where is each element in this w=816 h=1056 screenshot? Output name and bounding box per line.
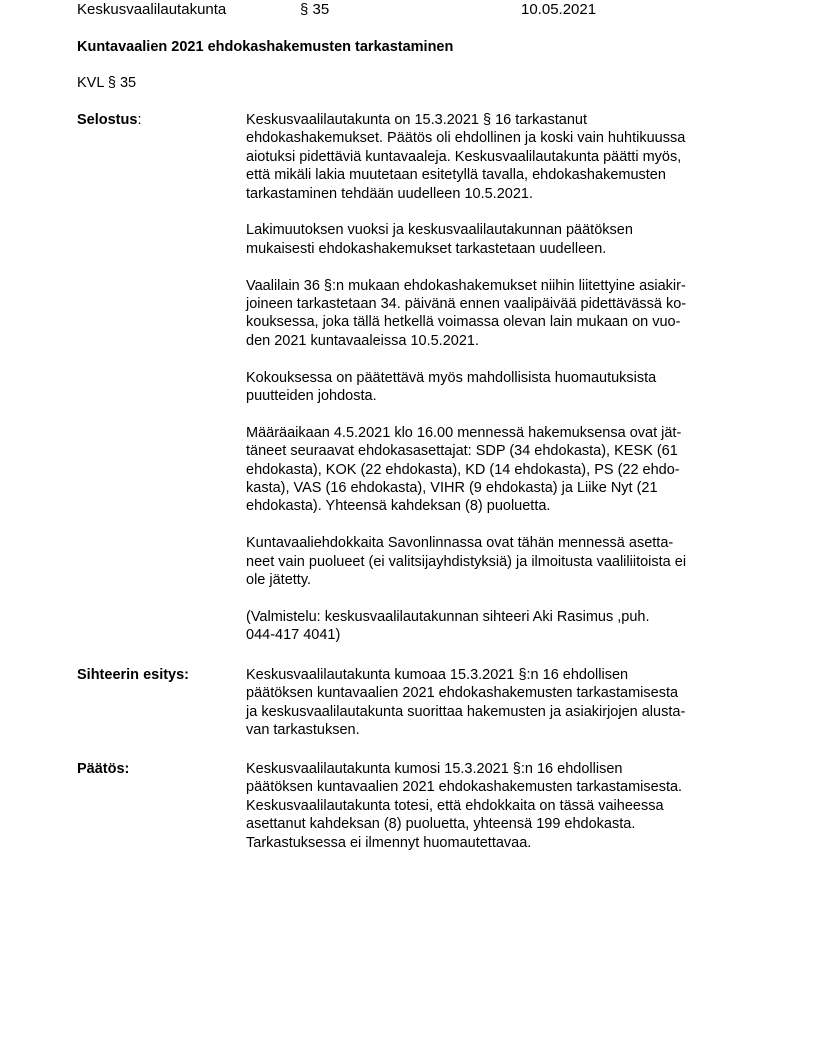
text-line: päätöksen kuntavaalien 2021 ehdokashakemusten tarkastamisesta (246, 685, 679, 702)
text-line: puutteiden johdosta. (246, 388, 377, 405)
text-line: tarkastaminen tehdään uudelleen 10.5.2021. (246, 185, 533, 202)
selostus-paragraph (246, 608, 741, 645)
text-line: 044-417 4041) (246, 627, 341, 644)
text-line: päätöksen kuntavaalien 2021 ehdokashakemusten tarkastamisesta. (246, 779, 683, 796)
text-line: den 2021 kuntavaaleissa 10.5.2021. (246, 332, 479, 349)
text-line: Kokouksessa on päätettävä myös mahdollisista huomautuksista (246, 369, 657, 386)
paatos-content (246, 760, 741, 852)
text-line: täneet seuraavat ehdokasasettajat: SDP (34 ehdokasta), KESK (61 (246, 443, 678, 460)
text-line: Kuntavaaliehdokkaita Savonlinnassa ovat tähän mennessä asetta- (246, 535, 674, 552)
text-line: Määräaikaan 4.5.2021 klo 16.00 mennessä hakemuksensa ovat jät- (246, 424, 682, 441)
section-reference: KVL § 35 (77, 75, 137, 91)
text-line: Vaalilain 36 §:n mukaan ehdokashakemukset niihin liitettyine asiakir- (246, 277, 686, 294)
text-line: ole jätetty. (246, 572, 312, 589)
header-date: 10.05.2021 (521, 1, 597, 18)
selostus-label-text: Selostus (77, 112, 138, 128)
selostus-label (77, 111, 141, 129)
text-line: Tarkastuksessa ei ilmennyt huomautettavaa. (246, 834, 532, 851)
document-header (77, 0, 777, 20)
selostus-paragraph (246, 277, 741, 351)
text-line: että mikäli lakia muutetaan esitetyllä tavalla, ehdokashakemusten (246, 167, 666, 184)
text-line: neet vain puolueet (ei valitsijayhdistyksiä) ja ilmoitusta vaaliliitoista ei (246, 553, 687, 570)
selostus-paragraph (246, 424, 741, 516)
selostus-label-colon: : (137, 112, 142, 128)
text-line: ehdokasta). Yhteensä kahdeksan (8) puoluetta. (246, 498, 551, 515)
text-line: (Valmistelu: keskusvaalilautakunnan sihteeri Aki Rasimus ,puh. (246, 608, 650, 625)
selostus-paragraph (246, 369, 741, 406)
text-line: kouksessa, joka tällä hetkellä voimassa olevan lain mukaan on vuo- (246, 314, 681, 331)
text-line: ja keskusvaalilautakunta suorittaa hakemusten ja asiakirjojen alusta- (246, 703, 686, 720)
text-line: Keskusvaalilautakunta kumoaa 15.3.2021 §:n 16 ehdollisen (246, 667, 629, 683)
sihteerin-esitys-content (246, 666, 741, 740)
text-line: aiotuksi pidettäviä kuntavaaleja. Keskusvaalilautakunta päätti myös, (246, 148, 682, 165)
text-line: kasta), VAS (16 ehdokasta), VIHR (9 ehdokasta) ja Liike Nyt (21 (246, 480, 658, 497)
text-line: ehdokasta), KOK (22 ehdokasta), KD (14 ehdokasta), PS (22 ehdo- (246, 461, 680, 478)
selostus-paragraph (246, 534, 741, 589)
text-line: asettanut kahdeksan (8) puoluetta, yhteensä 199 ehdokasta. (246, 816, 636, 833)
selostus-content (246, 111, 741, 645)
document-title: Kuntavaalien 2021 ehdokashakemusten tarkastaminen (77, 39, 454, 55)
selostus-paragraph (246, 221, 741, 258)
text-line: Keskusvaalilautakunta totesi, että ehdokkaita on tässä vaiheessa (246, 797, 664, 814)
header-organization: Keskusvaalilautakunta (77, 1, 227, 18)
text-line: mukaisesti ehdokashakemukset tarkastetaan uudelleen. (246, 240, 607, 257)
text-line: joineen tarkastetaan 34. päivänä ennen vaalipäivää pidettävässä ko- (246, 296, 687, 313)
selostus-paragraph (246, 111, 741, 203)
text-line: Keskusvaalilautakunta on 15.3.2021 § 16 tarkastanut (246, 112, 587, 128)
text-line: ehdokashakemukset. Päätös oli ehdollinen ja koski vain huhtikuussa (246, 130, 686, 147)
paatos-label: Päätös: (77, 761, 130, 777)
text-line: Keskusvaalilautakunta kumosi 15.3.2021 §:n 16 ehdollisen (246, 761, 623, 777)
header-section-number: § 35 (300, 1, 330, 18)
sihteerin-esitys-label: Sihteerin esitys: (77, 667, 190, 683)
text-line: van tarkastuksen. (246, 722, 360, 739)
text-line: Lakimuutoksen vuoksi ja keskusvaalilautakunnan päätöksen (246, 222, 633, 239)
